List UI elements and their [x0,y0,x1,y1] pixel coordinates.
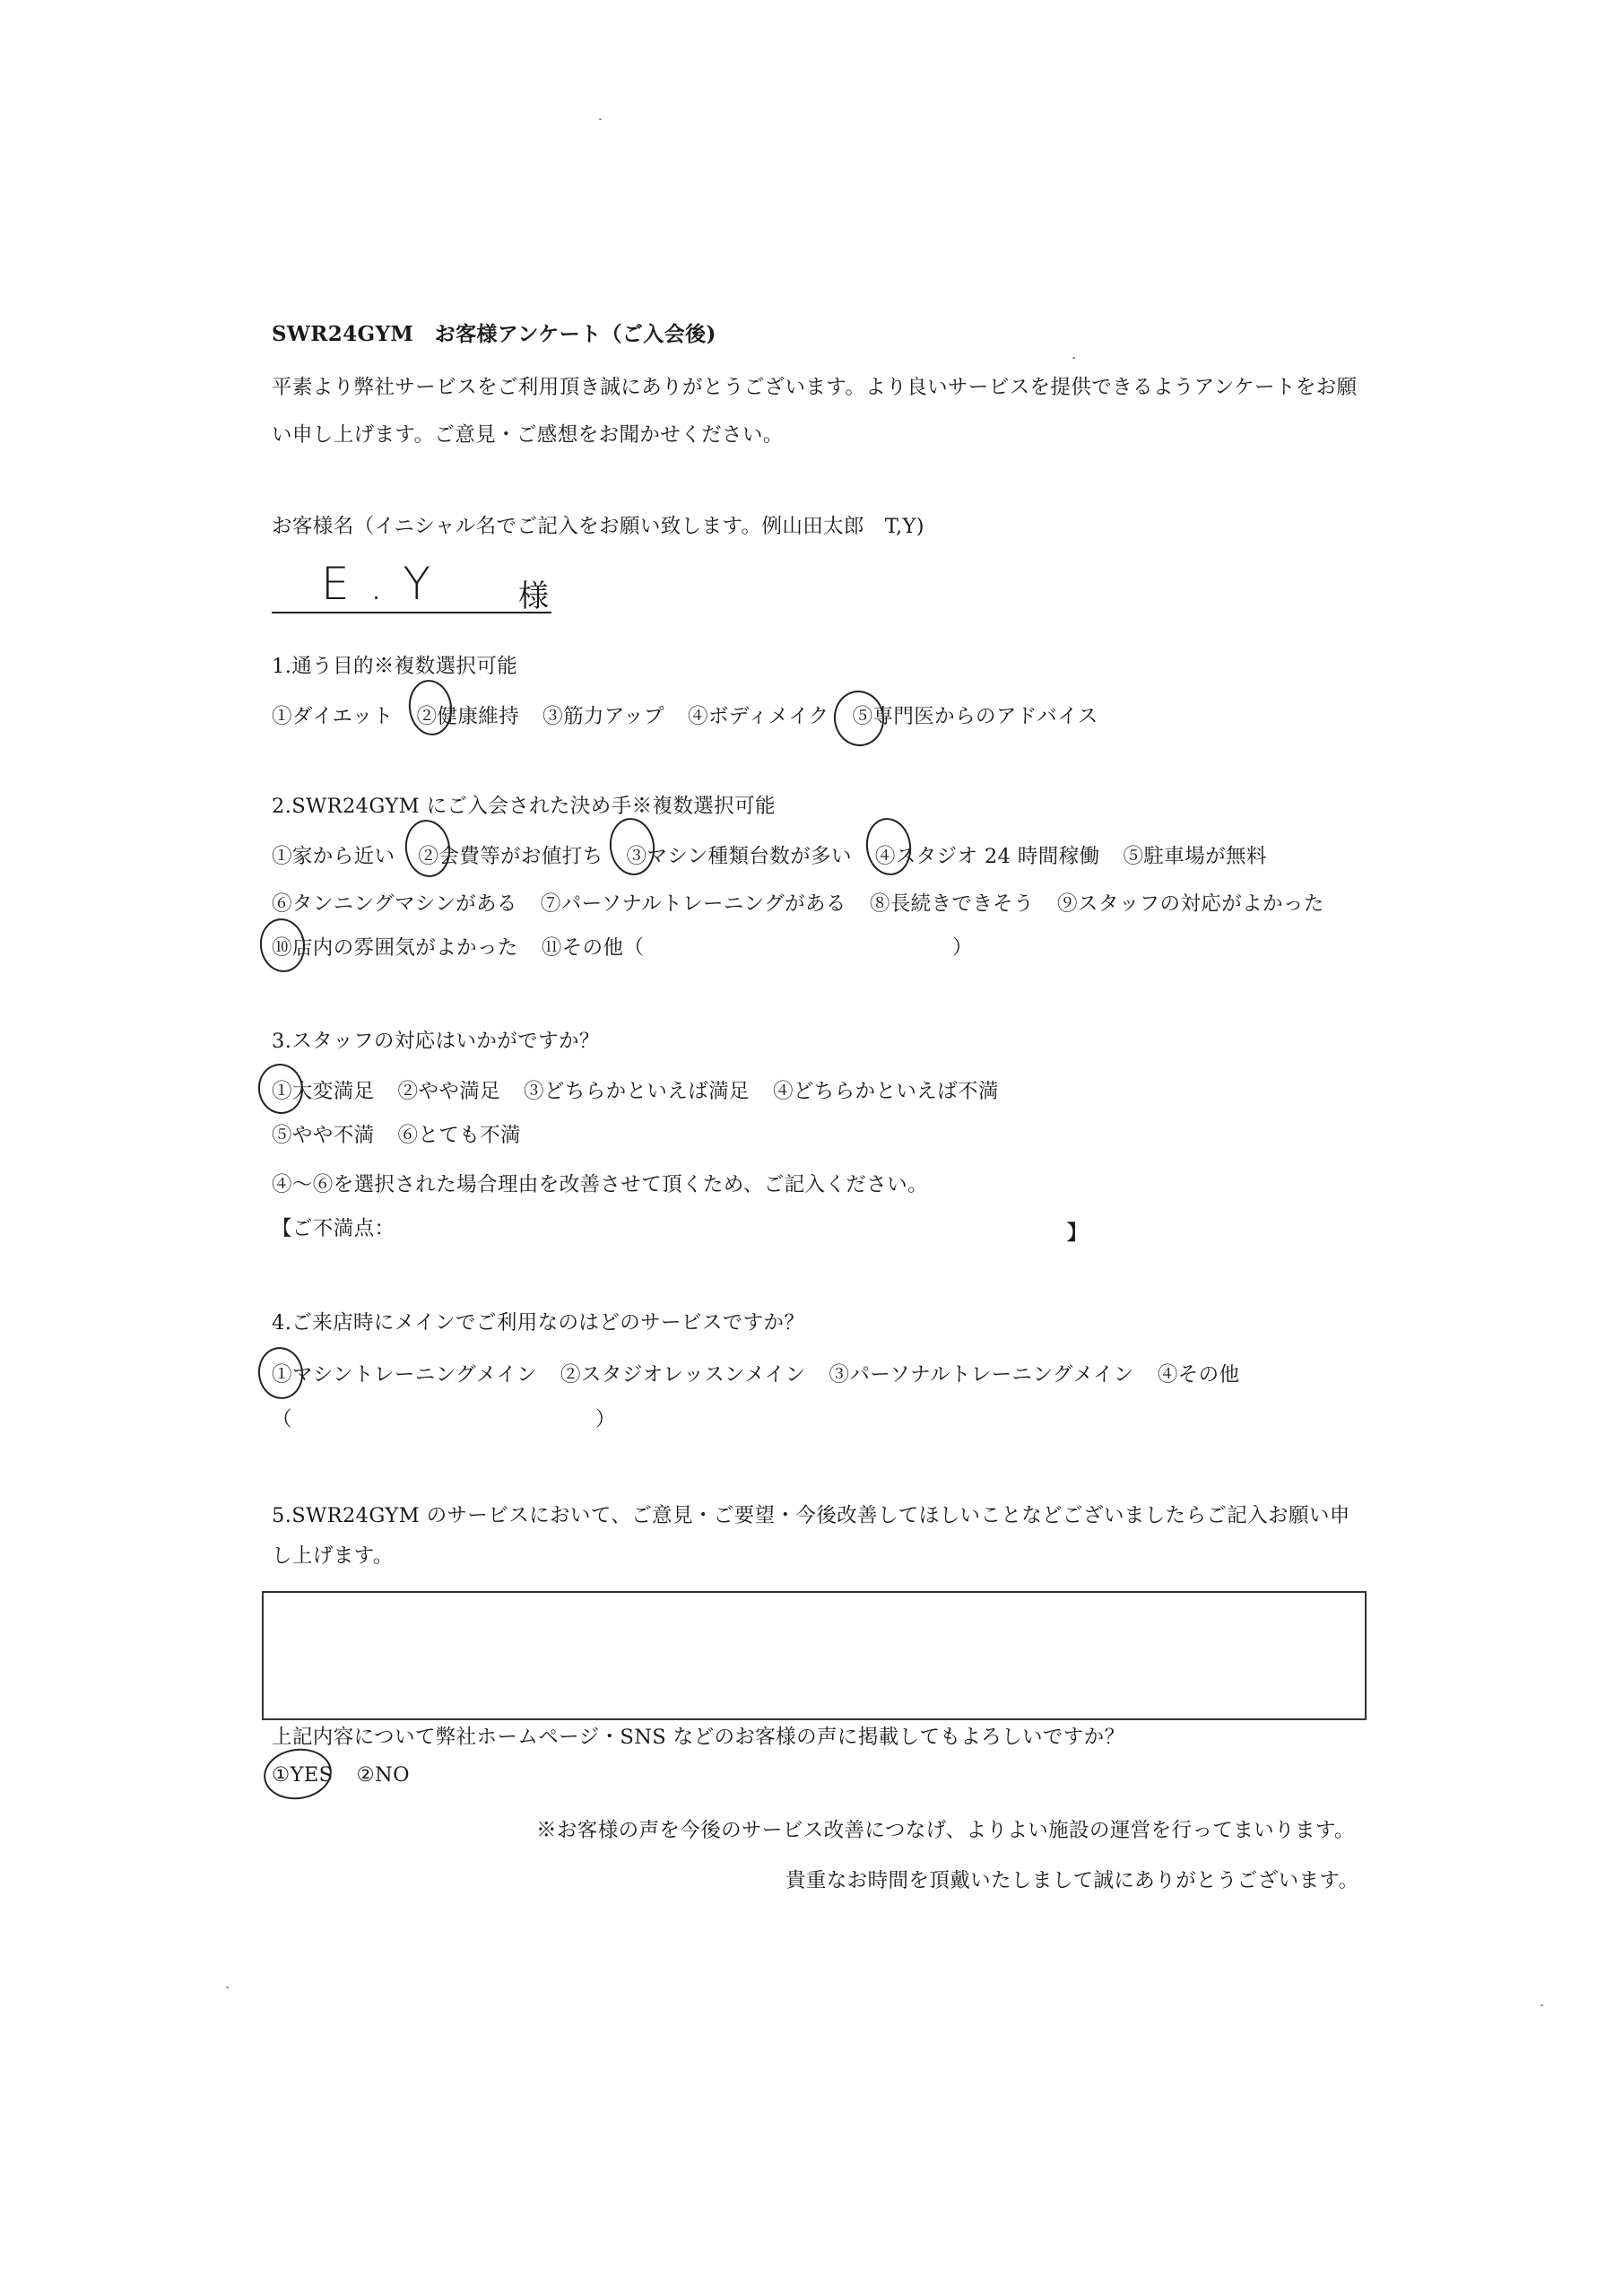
q3-complaint-close: 】 [1067,1222,1088,1245]
q2-other-close: ） [952,936,973,960]
q5-title-line2: し上げます。 [272,1544,394,1568]
q2-option-5[interactable]: ⑤駐車場が無料 [1123,845,1267,868]
honorific-label: 様 [518,578,550,614]
publish-no-option[interactable]: ②NO [356,1763,410,1787]
q2-options-row3 [272,935,667,961]
q4-option-2[interactable]: ②スタジオレッスンメイン [560,1363,806,1387]
footer-note: ※お客様の声を今後のサービス改善につなげ、よりよい施設の運営を行ってまいります。 [536,1819,1355,1842]
q4-title: 4.ご来店時にメインでご利用なのはどのサービスですか？ [272,1311,805,1335]
q2-option-4[interactable]: ④スタジオ 24 時間稼働 [874,845,1100,868]
q2-option-2[interactable]: ②会費等がお値打ち [418,845,603,868]
q3-option-5[interactable]: ⑤やや不満 [272,1124,375,1147]
q3-option-2[interactable]: ②やや満足 [397,1080,501,1103]
q2-selection-circle-2 [402,817,454,880]
q3-option-1[interactable]: ①大変満足 [272,1080,375,1103]
q4-other-close: ） [595,1408,616,1431]
q1-title: 1.通う目的※複数選択可能 [272,655,518,678]
q1-option-1[interactable]: ①ダイエット [272,705,394,728]
q4-selection-circle-1 [255,1344,307,1402]
publish-question: 上記内容について弊社ホームページ・SNS などのお客様の声に掲載してもよろしいですか？ [272,1726,1125,1749]
q2-option-1[interactable]: ①家から近い [272,845,395,868]
q4-option-3[interactable]: ③パーソナルトレーニングメイン [829,1363,1134,1387]
scan-speck [226,1987,229,1988]
q3-selection-circle-1 [255,1061,306,1117]
q4-other-open: （ [272,1408,292,1431]
scan-speck [599,118,602,120]
q3-note: ④～⑥を選択された場合理由を改善させて頂くため、ご記入ください。 [272,1173,928,1196]
q2-option-8[interactable]: ⑧長続きできそう [869,892,1035,916]
scan-speck [1072,357,1075,359]
q1-option-4[interactable]: ④ボディメイク [687,705,829,728]
intro-text-line2: い申し上げます。ご意見・ご感想をお聞かせください。 [272,423,784,447]
customer-initials[interactable]: E.Y [321,558,451,610]
q3-options-row2 [272,1122,544,1149]
customer-name-underline [272,612,551,613]
publish-yes-option[interactable]: ①YES [272,1763,334,1787]
publish-selection-circle-yes [260,1744,334,1804]
q3-option-6[interactable]: ⑥とても不満 [397,1124,521,1147]
q3-options-row1 [272,1078,1022,1105]
q2-option-10[interactable]: ⑩店内の雰囲気がよかった [272,936,518,960]
footer-thanks: 貴重なお時間を頂戴いたしまして誠にありがとうございます。 [785,1869,1359,1892]
q2-option-11[interactable]: ⑪その他（ [541,936,645,960]
q1-option-5[interactable]: ⑤専門医からのアドバイス [852,705,1098,728]
q2-option-6[interactable]: ⑥タンニングマシンがある [272,892,517,916]
customer-name-label: お客様名（イニシャル名でご記入をお願い致します。例山田太郎 T,Y) [272,515,924,538]
q3-complaint-label: 【ご不満点： [272,1217,395,1240]
q1-option-3[interactable]: ③筋力アップ [542,705,664,728]
intro-text-line1: 平素より弊社サービスをご利用頂き誠にありがとうございます。より良いサービスを提供できるようアンケートをお願 [272,376,1358,399]
q3-title: 3.スタッフの対応はいかがですか？ [272,1030,600,1053]
q1-selection-circle-5 [830,687,888,749]
q5-title-line1: 5.SWR24GYM のサービスにおいて、ご意見・ご要望・今後改善してほしいことなどございましたらご記入お願い申 [272,1504,1350,1527]
q4-options [272,1361,1263,1388]
q2-options-row2 [272,891,1348,918]
q1-option-2[interactable]: ②健康維持 [416,705,520,728]
q2-option-3[interactable]: ③マシン種類台数が多い [626,845,852,868]
q3-option-3[interactable]: ③どちらかといえば満足 [524,1080,750,1103]
q4-option-4[interactable]: ④その他 [1157,1363,1240,1387]
q1-options [272,703,1122,730]
q3-option-4[interactable]: ④どちらかといえば不満 [772,1080,999,1103]
q2-selection-circle-10 [256,916,308,975]
survey-title: SWR24GYM お客様アンケート（ご入会後) [272,322,716,346]
q5-answer-box[interactable] [262,1591,1367,1720]
q2-option-9[interactable]: ⑨スタッフの対応がよかった [1057,892,1324,916]
q2-option-7[interactable]: ⑦パーソナルトレーニングがある [540,892,846,916]
q2-title: 2.SWR24GYM にご入会された決め手※複数選択可能 [272,795,776,818]
scan-speck [1541,2005,1543,2006]
q4-option-1[interactable]: ①マシントレーニングメイン [272,1363,538,1387]
